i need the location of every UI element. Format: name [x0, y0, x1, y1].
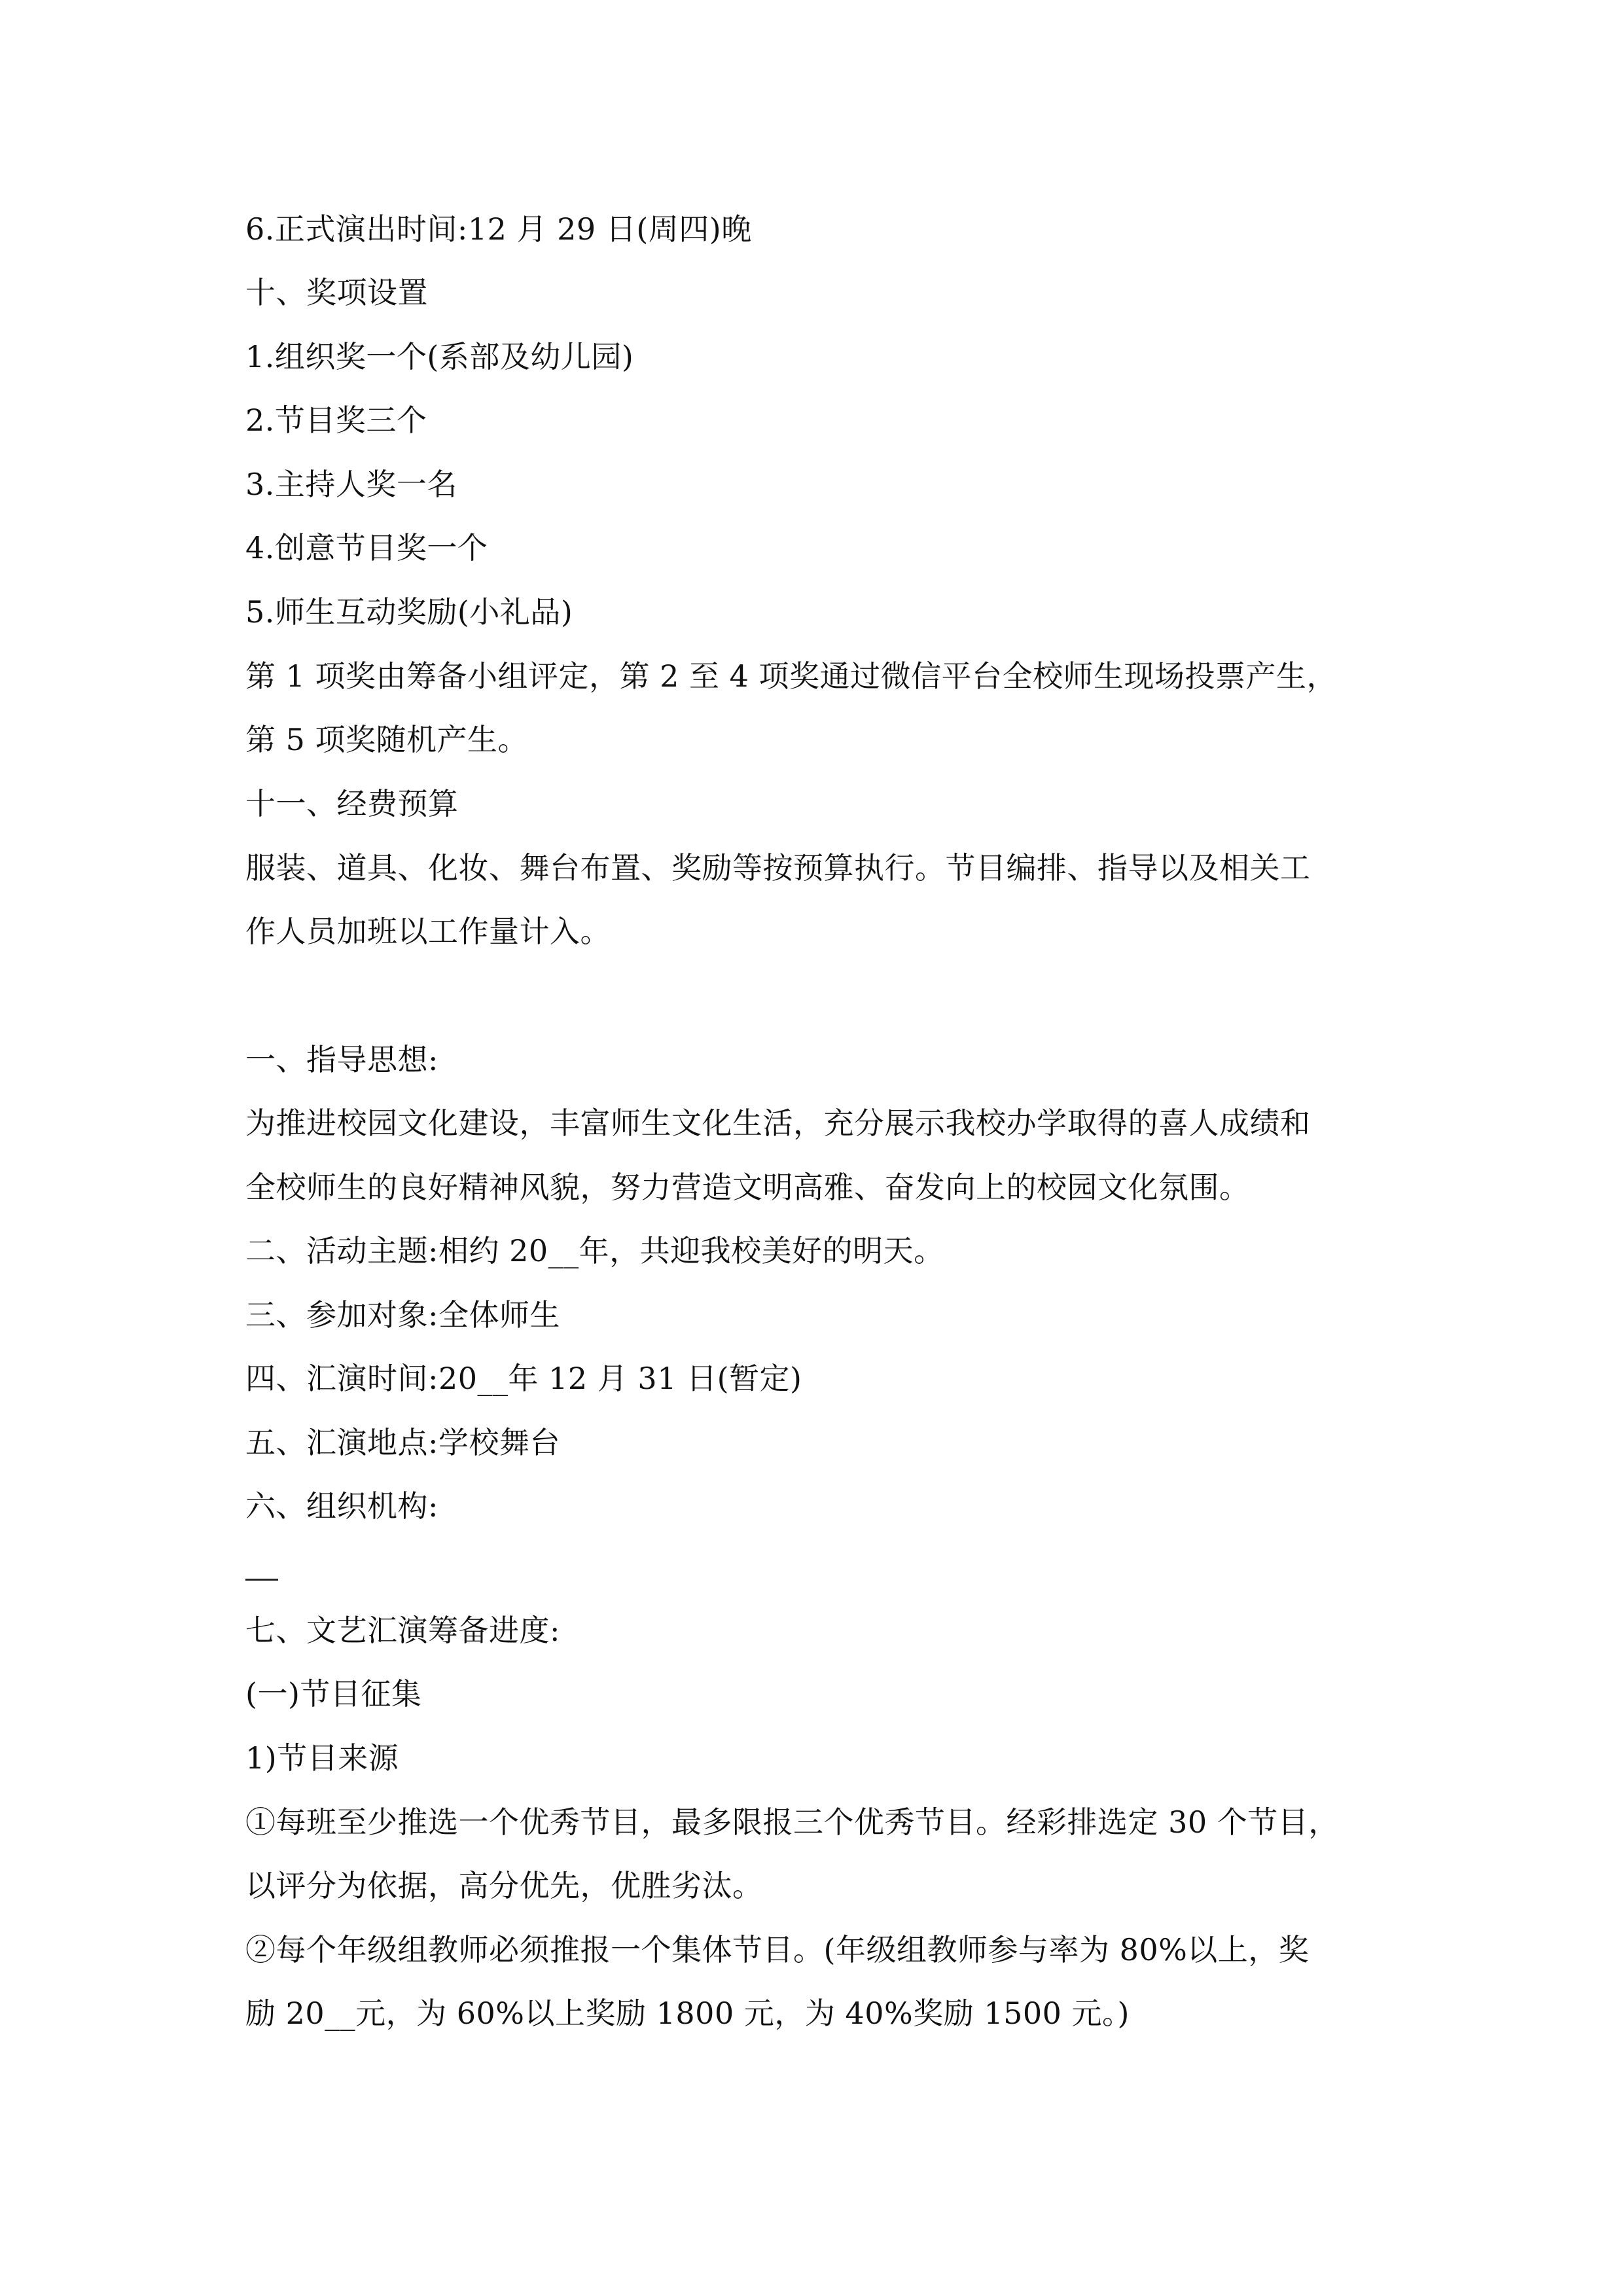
section-heading: 四、汇演时间:20__年 12 月 31 日(暂定) [245, 1361, 802, 1396]
section-heading: 三、参加对象:全体师生 [245, 1297, 560, 1333]
text-line: 3.主持人奖一名 [245, 467, 457, 502]
text-line: 4.创意节目奖一个 [245, 530, 488, 565]
section-heading: 六、组织机构: [245, 1488, 438, 1524]
section-heading: 五、汇演地点:学校舞台 [245, 1425, 560, 1460]
text-line: ②每个年级组教师必须推报一个集体节目。(年级组教师参与率为 80%以上，奖 [245, 1932, 1310, 1967]
text-line: 作人员加班以工作量计入。 [245, 914, 611, 949]
section-heading: 十一、经费预算 [245, 786, 459, 821]
text-line: 第 5 项奖随机产生。 [245, 722, 529, 757]
text-line: 以评分为依据，高分优先，优胜劣汰。 [245, 1868, 763, 1903]
text-line: 服装、道具、化妆、舞台布置、奖励等按预算执行。节目编排、指导以及相关工 [245, 850, 1311, 886]
text-line: 5.师生互动奖励(小礼品) [245, 594, 573, 630]
text-line: ①每班至少推选一个优秀节目，最多限报三个优秀节目。经彩排选定 30 个节目， [245, 1804, 1339, 1840]
text-line: 6.正式演出时间:12 月 29 日(周四)晚 [245, 211, 752, 247]
text-line: 全校师生的良好精神风貌，努力营造文明高雅、奋发向上的校园文化氛围。 [245, 1170, 1250, 1205]
text-line: 1)节目来源 [245, 1740, 399, 1776]
text-line: 2.节目奖三个 [245, 403, 427, 438]
subsection-heading: (一)节目征集 [245, 1676, 422, 1712]
section-heading: 一、指导思想: [245, 1042, 438, 1077]
section-heading: 七、文艺汇演筹备进度: [245, 1613, 560, 1648]
text-line: 励 20__元，为 60%以上奖励 1800 元，为 40%奖励 1500 元。) [245, 1996, 1130, 2031]
placeholder-dash [245, 1579, 278, 1581]
text-line: 为推进校园文化建设，丰富师生文化生活，充分展示我校办学取得的喜人成绩和 [245, 1105, 1311, 1141]
section-heading: 十、奖项设置 [245, 275, 428, 310]
text-line: 第 1 项奖由筹备小组评定，第 2 至 4 项奖通过微信平台全校师生现场投票产生， [245, 658, 1338, 694]
section-heading: 二、活动主题:相约 20__年，共迎我校美好的明天。 [245, 1233, 944, 1268]
text-line: 1.组织奖一个(系部及幼儿园) [245, 339, 634, 374]
